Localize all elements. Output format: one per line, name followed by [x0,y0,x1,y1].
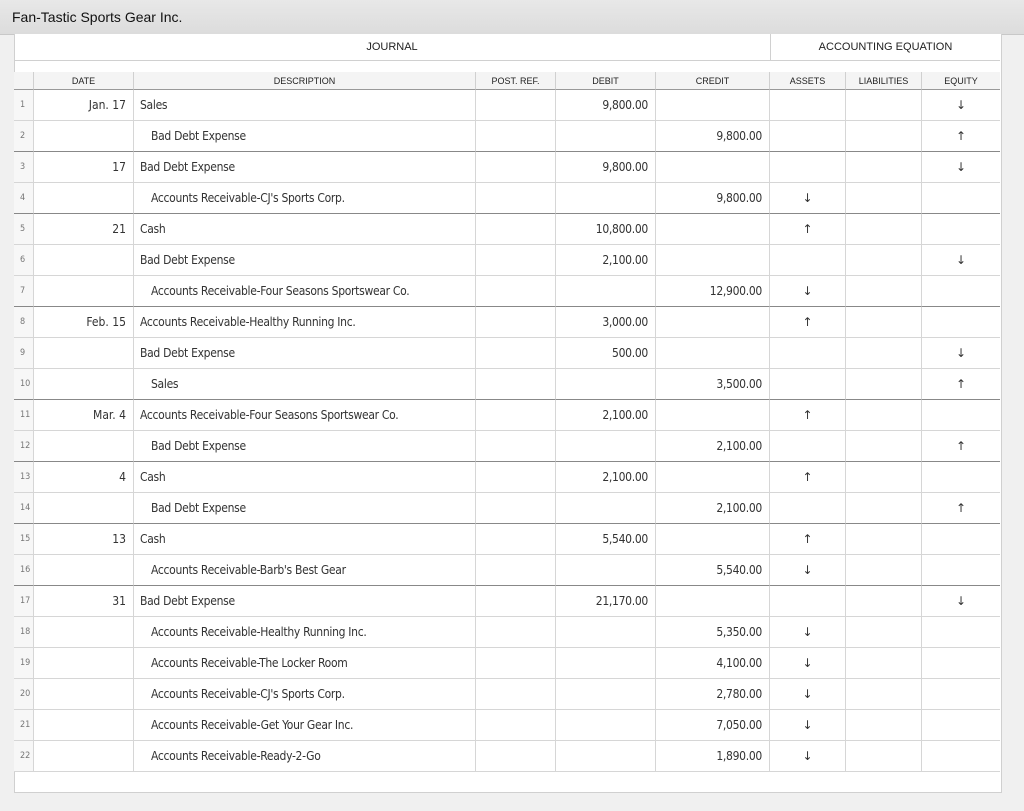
assets-effect-cell[interactable]: ↓ [770,555,846,586]
row-number: 18 [14,617,34,648]
assets-effect-cell[interactable]: ↑ [770,462,846,493]
row-number: 22 [14,741,34,772]
equity-effect-cell[interactable] [922,214,1000,245]
date-cell[interactable] [34,338,134,369]
post-ref-cell[interactable] [476,90,556,121]
post-ref-cell[interactable] [476,338,556,369]
debit-cell[interactable] [556,710,656,741]
row-number: 7 [14,276,34,307]
debit-cell[interactable]: 500.00 [556,338,656,369]
date-cell[interactable]: 4 [34,462,134,493]
credit-cell[interactable] [656,307,770,338]
liabilities-effect-cell[interactable] [846,214,922,245]
assets-effect-cell[interactable]: ↑ [770,400,846,431]
credit-cell[interactable]: 9,800.00 [656,121,770,152]
credit-cell[interactable] [656,245,770,276]
liabilities-effect-cell[interactable] [846,338,922,369]
description-cell[interactable]: Accounts Receivable-The Locker Room [134,648,476,679]
description-cell[interactable]: Sales [134,90,476,121]
credit-cell[interactable]: 12,900.00 [656,276,770,307]
liabilities-effect-cell[interactable] [846,648,922,679]
credit-cell[interactable] [656,524,770,555]
equity-column-header: EQUITY [922,72,1000,90]
equity-effect-cell[interactable] [922,710,1000,741]
row-number: 21 [14,710,34,741]
post-ref-cell[interactable] [476,369,556,400]
debit-cell[interactable] [556,369,656,400]
equity-effect-cell[interactable] [922,741,1000,772]
liabilities-effect-cell[interactable] [846,90,922,121]
debit-cell[interactable] [556,493,656,524]
row-number: 13 [14,462,34,493]
debit-cell[interactable] [556,617,656,648]
post-ref-cell[interactable] [476,648,556,679]
assets-effect-cell[interactable]: ↓ [770,679,846,710]
liabilities-effect-cell[interactable] [846,245,922,276]
post-ref-cell[interactable] [476,679,556,710]
equity-effect-cell[interactable] [922,183,1000,214]
date-cell[interactable] [34,183,134,214]
table-row [14,121,1000,152]
assets-effect-cell[interactable] [770,493,846,524]
table-row [14,152,1000,183]
date-cell[interactable] [34,741,134,772]
debit-cell[interactable]: 10,800.00 [556,214,656,245]
assets-effect-cell[interactable]: ↑ [770,307,846,338]
post-ref-cell[interactable] [476,183,556,214]
debit-cell[interactable] [556,276,656,307]
equity-effect-cell[interactable]: ↑ [922,493,1000,524]
description-cell[interactable]: Accounts Receivable-CJ's Sports Corp. [134,183,476,214]
assets-effect-cell[interactable]: ↓ [770,648,846,679]
description-cell[interactable]: Accounts Receivable-Get Your Gear Inc. [134,710,476,741]
post-ref-cell[interactable] [476,431,556,462]
description-cell[interactable]: Bad Debt Expense [134,245,476,276]
row-number: 16 [14,555,34,586]
post-ref-cell[interactable] [476,245,556,276]
liabilities-effect-cell[interactable] [846,679,922,710]
credit-cell[interactable] [656,152,770,183]
equity-effect-cell[interactable] [922,400,1000,431]
debit-cell[interactable]: 9,800.00 [556,90,656,121]
date-column-header: DATE [34,72,134,90]
credit-cell[interactable]: 4,100.00 [656,648,770,679]
date-cell[interactable] [34,710,134,741]
description-cell[interactable]: Bad Debt Expense [134,152,476,183]
row-number: 15 [14,524,34,555]
description-cell[interactable]: Bad Debt Expense [134,431,476,462]
credit-cell[interactable]: 1,890.00 [656,741,770,772]
post-ref-cell[interactable] [476,710,556,741]
table-row [14,400,1000,431]
row-number: 11 [14,400,34,431]
liabilities-effect-cell[interactable] [846,710,922,741]
description-cell[interactable]: Bad Debt Expense [134,586,476,617]
liabilities-effect-cell[interactable] [846,493,922,524]
table-row [14,276,1000,307]
row-number: 2 [14,121,34,152]
row-number: 1 [14,90,34,121]
post-ref-cell[interactable] [476,555,556,586]
date-cell[interactable] [34,493,134,524]
credit-cell[interactable] [656,90,770,121]
equity-effect-cell[interactable] [922,617,1000,648]
assets-column-header: ASSETS [770,72,846,90]
row-number: 6 [14,245,34,276]
table-row [14,338,1000,369]
assets-effect-cell[interactable]: ↑ [770,524,846,555]
liabilities-effect-cell[interactable] [846,183,922,214]
row-number: 3 [14,152,34,183]
description-cell[interactable]: Bad Debt Expense [134,121,476,152]
row-number: 10 [14,369,34,400]
assets-effect-cell[interactable] [770,338,846,369]
debit-cell[interactable] [556,183,656,214]
row-number: 5 [14,214,34,245]
debit-cell[interactable]: 3,000.00 [556,307,656,338]
date-cell[interactable]: 31 [34,586,134,617]
table-row [14,369,1000,400]
credit-cell[interactable] [656,462,770,493]
equity-effect-cell[interactable] [922,679,1000,710]
date-cell[interactable] [34,245,134,276]
description-cell[interactable]: Cash [134,462,476,493]
date-cell[interactable] [34,648,134,679]
post-ref-cell[interactable] [476,214,556,245]
liabilities-effect-cell[interactable] [846,152,922,183]
description-cell[interactable]: Sales [134,369,476,400]
credit-cell[interactable] [656,400,770,431]
table-row [14,90,1000,121]
liabilities-effect-cell[interactable] [846,431,922,462]
debit-cell[interactable]: 2,100.00 [556,462,656,493]
equity-effect-cell[interactable] [922,462,1000,493]
date-cell[interactable]: 17 [34,152,134,183]
liabilities-column-header: LIABILITIES [846,72,922,90]
date-cell[interactable]: Jan. 17 [34,90,134,121]
credit-cell[interactable]: 2,100.00 [656,431,770,462]
post-ref-cell[interactable] [476,741,556,772]
table-row [14,493,1000,524]
assets-effect-cell[interactable] [770,586,846,617]
assets-effect-cell[interactable]: ↓ [770,741,846,772]
row-number: 20 [14,679,34,710]
liabilities-effect-cell[interactable] [846,741,922,772]
debit-cell[interactable]: 2,100.00 [556,400,656,431]
assets-effect-cell[interactable] [770,369,846,400]
description-cell[interactable]: Bad Debt Expense [134,493,476,524]
equity-effect-cell[interactable] [922,276,1000,307]
table-row [14,741,1000,772]
debit-column-header: DEBIT [556,72,656,90]
equity-effect-cell[interactable]: ↑ [922,121,1000,152]
table-row [14,462,1000,493]
debit-cell[interactable]: 2,100.00 [556,245,656,276]
debit-cell[interactable] [556,648,656,679]
date-cell[interactable] [34,555,134,586]
credit-cell[interactable] [656,586,770,617]
assets-effect-cell[interactable]: ↓ [770,710,846,741]
table-row [14,524,1000,555]
date-cell[interactable] [34,121,134,152]
assets-effect-cell[interactable]: ↑ [770,214,846,245]
table-row [14,307,1000,338]
date-cell[interactable] [34,276,134,307]
description-cell[interactable]: Accounts Receivable-Four Seasons Sportswear Co. [134,400,476,431]
description-cell[interactable]: Accounts Receivable-CJ's Sports Corp. [134,679,476,710]
table-row [14,648,1000,679]
equity-effect-cell[interactable]: ↓ [922,152,1000,183]
debit-cell[interactable] [556,555,656,586]
post-ref-cell[interactable] [476,152,556,183]
liabilities-effect-cell[interactable] [846,276,922,307]
equity-effect-cell[interactable]: ↑ [922,369,1000,400]
assets-effect-cell[interactable] [770,431,846,462]
liabilities-effect-cell[interactable] [846,400,922,431]
row-number: 17 [14,586,34,617]
credit-cell[interactable]: 7,050.00 [656,710,770,741]
post-ref-column-header: POST. REF. [476,72,556,90]
post-ref-cell[interactable] [476,307,556,338]
credit-cell[interactable] [656,214,770,245]
assets-effect-cell[interactable]: ↓ [770,276,846,307]
credit-cell[interactable]: 9,800.00 [656,183,770,214]
table-row [14,245,1000,276]
row-number: 19 [14,648,34,679]
post-ref-cell[interactable] [476,493,556,524]
liabilities-effect-cell[interactable] [846,524,922,555]
row-number-header [14,72,34,90]
debit-cell[interactable]: 5,540.00 [556,524,656,555]
accounting-equation-header: ACCOUNTING EQUATION [771,34,1000,61]
description-cell[interactable]: Bad Debt Expense [134,338,476,369]
row-number: 12 [14,431,34,462]
post-ref-cell[interactable] [476,121,556,152]
post-ref-cell[interactable] [476,617,556,648]
date-cell[interactable] [34,369,134,400]
date-cell[interactable] [34,617,134,648]
table-row [14,431,1000,462]
assets-effect-cell[interactable] [770,245,846,276]
assets-effect-cell[interactable] [770,152,846,183]
liabilities-effect-cell[interactable] [846,369,922,400]
equity-effect-cell[interactable]: ↑ [922,431,1000,462]
table-row [14,555,1000,586]
date-cell[interactable]: 13 [34,524,134,555]
journal-header: JOURNAL [14,34,771,61]
equity-effect-cell[interactable]: ↓ [922,245,1000,276]
post-ref-cell[interactable] [476,586,556,617]
table-row [14,617,1000,648]
post-ref-cell[interactable] [476,276,556,307]
liabilities-effect-cell[interactable] [846,121,922,152]
table-row [14,710,1000,741]
debit-cell[interactable]: 9,800.00 [556,152,656,183]
date-cell[interactable]: Mar. 4 [34,400,134,431]
table-row [14,214,1000,245]
description-cell[interactable]: Accounts Receivable-Healthy Running Inc. [134,617,476,648]
description-cell[interactable]: Accounts Receivable-Barb's Best Gear [134,555,476,586]
assets-effect-cell[interactable] [770,90,846,121]
equity-effect-cell[interactable]: ↓ [922,586,1000,617]
date-cell[interactable]: 21 [34,214,134,245]
credit-cell[interactable]: 2,100.00 [656,493,770,524]
row-number: 14 [14,493,34,524]
liabilities-effect-cell[interactable] [846,586,922,617]
equity-effect-cell[interactable] [922,555,1000,586]
description-cell[interactable]: Cash [134,524,476,555]
credit-cell[interactable]: 2,780.00 [656,679,770,710]
liabilities-effect-cell[interactable] [846,307,922,338]
table-row [14,679,1000,710]
date-cell[interactable]: Feb. 15 [34,307,134,338]
debit-cell[interactable] [556,431,656,462]
description-cell[interactable]: Cash [134,214,476,245]
equity-effect-cell[interactable]: ↓ [922,338,1000,369]
debit-cell[interactable] [556,121,656,152]
credit-cell[interactable] [656,338,770,369]
equity-effect-cell[interactable] [922,648,1000,679]
liabilities-effect-cell[interactable] [846,555,922,586]
credit-column-header: CREDIT [656,72,770,90]
description-cell[interactable]: Accounts Receivable-Ready-2-Go [134,741,476,772]
credit-cell[interactable]: 5,540.00 [656,555,770,586]
equity-effect-cell[interactable]: ↓ [922,90,1000,121]
debit-cell[interactable]: 21,170.00 [556,586,656,617]
description-cell[interactable]: Accounts Receivable-Healthy Running Inc. [134,307,476,338]
debit-cell[interactable] [556,741,656,772]
date-cell[interactable] [34,679,134,710]
equity-effect-cell[interactable] [922,524,1000,555]
window-title: Fan-Tastic Sports Gear Inc. [12,9,183,25]
assets-effect-cell[interactable]: ↓ [770,183,846,214]
table-row [14,183,1000,214]
assets-effect-cell[interactable] [770,121,846,152]
debit-cell[interactable] [556,679,656,710]
table-row [14,586,1000,617]
row-number: 4 [14,183,34,214]
description-column-header: DESCRIPTION [134,72,476,90]
title-bar [0,0,1024,35]
description-cell[interactable]: Accounts Receivable-Four Seasons Sportswear Co. [134,276,476,307]
assets-effect-cell[interactable]: ↓ [770,617,846,648]
post-ref-cell[interactable] [476,400,556,431]
credit-cell[interactable]: 3,500.00 [656,369,770,400]
row-number: 9 [14,338,34,369]
liabilities-effect-cell[interactable] [846,462,922,493]
equity-effect-cell[interactable] [922,307,1000,338]
liabilities-effect-cell[interactable] [846,617,922,648]
post-ref-cell[interactable] [476,462,556,493]
credit-cell[interactable]: 5,350.00 [656,617,770,648]
row-number: 8 [14,307,34,338]
post-ref-cell[interactable] [476,524,556,555]
date-cell[interactable] [34,431,134,462]
